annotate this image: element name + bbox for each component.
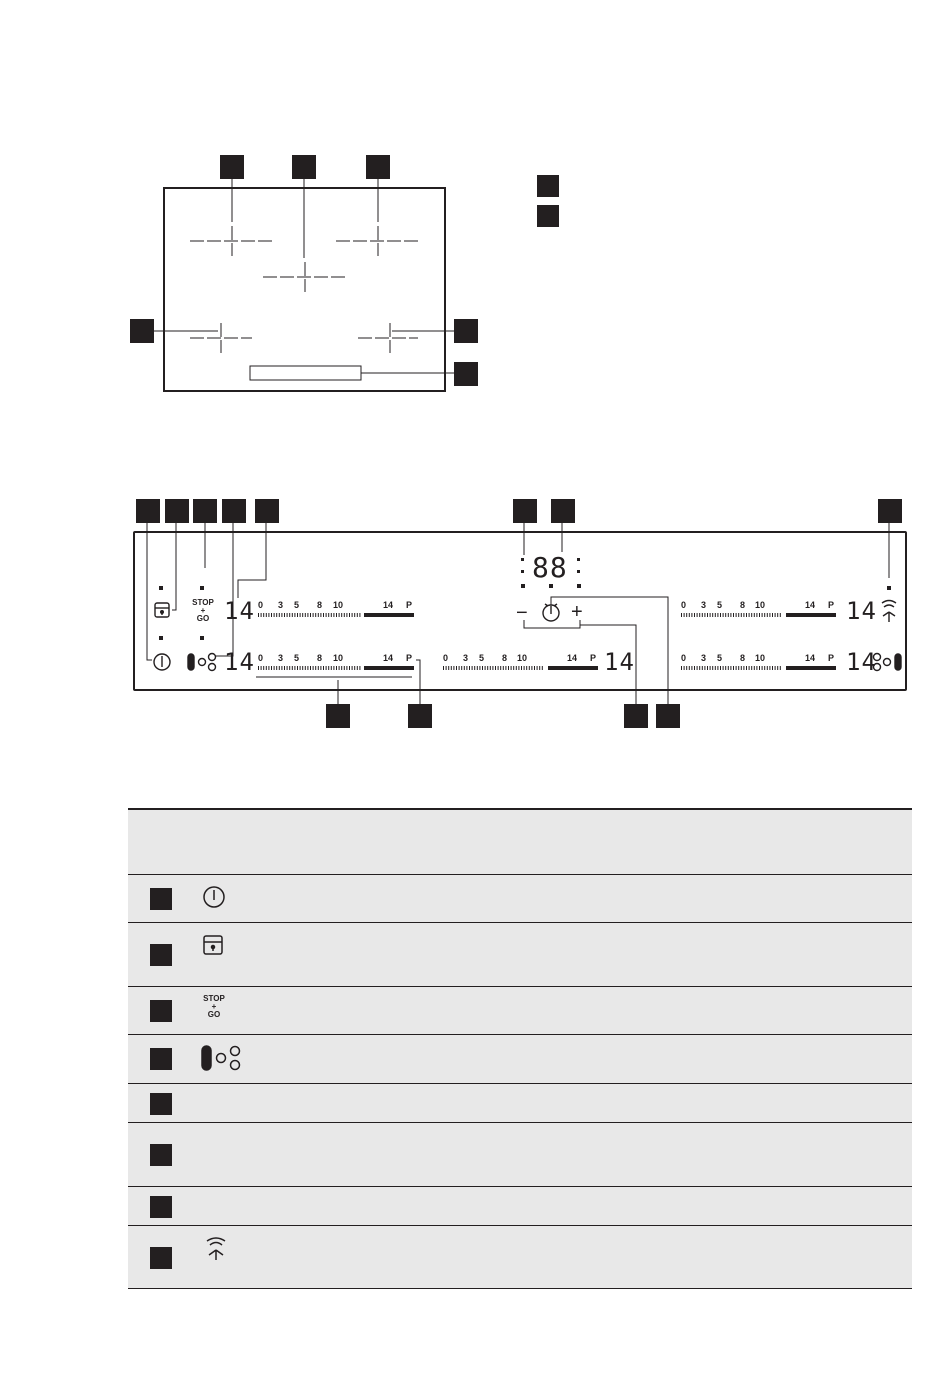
power-slider[interactable] [681, 653, 836, 673]
slider-tick [529, 666, 530, 670]
slider-tick [772, 613, 773, 617]
slider-track [443, 664, 598, 670]
slider-tick [738, 613, 739, 617]
slider-tick [310, 666, 311, 670]
slider-tick [767, 613, 768, 617]
slider-tick [762, 613, 763, 617]
slider-tick [513, 666, 514, 670]
scale-tick-label: 5 [294, 600, 300, 610]
slider-tick [702, 613, 703, 617]
slider-tick [258, 666, 259, 670]
slider-tick [300, 613, 301, 617]
slider-tick [315, 666, 316, 670]
slider-tick [710, 666, 711, 670]
slider-tick [323, 666, 324, 670]
slider-tick [699, 666, 700, 670]
slider-tick [341, 613, 342, 617]
timer-minus-button[interactable]: − [516, 602, 528, 624]
stop-text: STOP [203, 994, 225, 1003]
slider-tick [315, 613, 316, 617]
slider-tick [336, 613, 337, 617]
slider-tick [730, 666, 731, 670]
slider-tick [349, 666, 350, 670]
slider-bar [786, 613, 836, 617]
row-number-square [150, 888, 172, 910]
slider-tick [534, 666, 535, 670]
slider-tick [725, 666, 726, 670]
slider-tick [717, 666, 718, 670]
slider-tick [767, 666, 768, 670]
slider-track [681, 664, 836, 670]
slider-bar [548, 666, 598, 670]
go-text: GO [196, 614, 210, 623]
slider-tick [456, 666, 457, 670]
slider-tick [736, 613, 737, 617]
slider-tick [681, 666, 682, 670]
slider-tick [730, 613, 731, 617]
table-row [128, 1083, 912, 1122]
slider-tick [694, 613, 695, 617]
slider-tick [697, 613, 698, 617]
slider-bar [786, 666, 836, 670]
zone-display-left-front: 14 [224, 648, 255, 676]
slider-tick [469, 666, 470, 670]
row-number-square [150, 1000, 172, 1022]
slider-tick [498, 666, 499, 670]
slider-tick [526, 666, 527, 670]
scale-tick-label: 10 [755, 653, 766, 663]
slider-tick [313, 613, 314, 617]
table-row [128, 1225, 912, 1289]
slider-tick [738, 666, 739, 670]
slider-tick [490, 666, 491, 670]
table-row [128, 1034, 912, 1083]
slider-tick [472, 666, 473, 670]
power-slider[interactable] [258, 600, 414, 620]
slider-tick [281, 613, 282, 617]
slider-bar [364, 613, 414, 617]
scale-tick-label: 8 [317, 653, 323, 663]
slider-tick [346, 666, 347, 670]
slider-tick [261, 666, 262, 670]
slider-tick [459, 666, 460, 670]
scale-tick-label: P [590, 653, 597, 663]
scale-tick-label: 10 [333, 653, 344, 663]
scale-tick-label: 14 [567, 653, 578, 663]
slider-tick [769, 666, 770, 670]
slider-tick [712, 666, 713, 670]
slider-tick [686, 613, 687, 617]
slider-tick [710, 613, 711, 617]
slider-tick [699, 613, 700, 617]
slider-tick [521, 666, 522, 670]
slider-tick [725, 613, 726, 617]
slider-tick [777, 666, 778, 670]
slider-tick [331, 613, 332, 617]
scale-tick-label: 14 [805, 600, 816, 610]
timer-plus-button[interactable]: + [571, 601, 583, 623]
slider-tick [733, 613, 734, 617]
row-number-square [150, 1144, 172, 1166]
slider-tick [777, 613, 778, 617]
slider-tick [284, 613, 285, 617]
slider-tick [681, 613, 682, 617]
slider-tick [349, 613, 350, 617]
slider-tick [359, 666, 360, 670]
slider-tick [689, 666, 690, 670]
slider-tick [328, 613, 329, 617]
scale-tick-label: 8 [740, 653, 746, 663]
slider-tick [754, 666, 755, 670]
slider-tick [352, 613, 353, 617]
scale-tick-label: 10 [333, 600, 344, 610]
slider-tick [508, 666, 509, 670]
slider-tick [318, 613, 319, 617]
scale-tick-label: P [406, 600, 413, 610]
slider-tick [518, 666, 519, 670]
slider-tick [443, 666, 444, 670]
slider-tick [707, 613, 708, 617]
table-row [128, 986, 912, 1034]
slider-tick [474, 666, 475, 670]
slider-tick [691, 613, 692, 617]
slider-tick [707, 666, 708, 670]
power-slider[interactable] [443, 653, 598, 673]
slider-tick [503, 666, 504, 670]
scale-tick-label: 8 [502, 653, 508, 663]
slider-tick [307, 613, 308, 617]
zone-display-middle: 14 [604, 648, 635, 676]
slider-tick [720, 666, 721, 670]
slider-tick [717, 613, 718, 617]
power-slider[interactable] [681, 600, 836, 620]
slider-tick [715, 613, 716, 617]
slider-tick [466, 666, 467, 670]
slider-tick [485, 666, 486, 670]
slider-tick [511, 666, 512, 670]
slider-tick [276, 666, 277, 670]
slider-tick [300, 666, 301, 670]
slider-tick [279, 613, 280, 617]
slider-tick [336, 666, 337, 670]
slider-tick [723, 613, 724, 617]
slider-tick [531, 666, 532, 670]
slider-tick [453, 666, 454, 670]
slider-tick [704, 613, 705, 617]
slider-tick [495, 666, 496, 670]
slider-tick [268, 666, 269, 670]
slider-tick [357, 613, 358, 617]
slider-tick [712, 613, 713, 617]
slider-tick [258, 613, 259, 617]
slider-tick [464, 666, 465, 670]
table-row [128, 1186, 912, 1225]
slider-tick [287, 613, 288, 617]
stop-text: STOP [192, 598, 214, 607]
slider-tick [294, 613, 295, 617]
slider-tick [354, 666, 355, 670]
zone-display-right-back: 14 [846, 597, 877, 625]
slider-tick [723, 666, 724, 670]
slider-tick [691, 666, 692, 670]
lock-icon[interactable] [155, 603, 169, 617]
slider-tick [479, 666, 480, 670]
slider-tick [346, 613, 347, 617]
scale-tick-label: 8 [740, 600, 746, 610]
slider-tick [780, 613, 781, 617]
slider-tick [320, 666, 321, 670]
slider-tick [341, 666, 342, 670]
plus-text: + [211, 1002, 217, 1011]
slider-tick [728, 613, 729, 617]
go-text: GO [207, 1010, 221, 1019]
slider-tick [686, 666, 687, 670]
slider-tick [271, 613, 272, 617]
zone-display-left-back: 14 [224, 597, 255, 625]
lock-icon [202, 934, 226, 958]
slider-tick [524, 666, 525, 670]
scale-tick-label: 14 [805, 653, 816, 663]
slider-tick [339, 613, 340, 617]
slider-tick [326, 666, 327, 670]
scale-tick-label: 14 [383, 600, 394, 610]
slider-track [681, 611, 836, 617]
slider-tick [359, 613, 360, 617]
slider-tick [287, 666, 288, 670]
stop-go-icon [198, 995, 230, 1019]
slider-tick [482, 666, 483, 670]
slider-tick [323, 613, 324, 617]
slider-tick [741, 666, 742, 670]
slider-tick [772, 666, 773, 670]
slider-tick [448, 666, 449, 670]
row-number-square [150, 1247, 172, 1269]
slider-tick [328, 666, 329, 670]
scale-tick-label: 0 [443, 653, 449, 663]
slider-tick [749, 666, 750, 670]
scale-tick-label: 3 [278, 600, 284, 610]
slider-tick [326, 613, 327, 617]
slider-tick [344, 666, 345, 670]
slider-tick [720, 613, 721, 617]
slider-tick [263, 613, 264, 617]
hob-hood-icon [204, 1236, 228, 1262]
table-row [128, 874, 912, 922]
scale-tick-label: 10 [517, 653, 528, 663]
scale-tick-label: 0 [258, 653, 264, 663]
slider-tick [505, 666, 506, 670]
slider-tick [743, 666, 744, 670]
scale-tick-label: 3 [463, 653, 469, 663]
slider-tick [516, 666, 517, 670]
row-number-square [150, 1093, 172, 1115]
zone-display-right-front: 14 [846, 648, 877, 676]
slider-tick [751, 613, 752, 617]
slider-tick [307, 666, 308, 670]
bridge-icon[interactable] [188, 654, 216, 671]
slider-tick [333, 666, 334, 670]
slider-tick [451, 666, 452, 670]
slider-tick [352, 666, 353, 670]
slider-tick [764, 666, 765, 670]
slider-tick [333, 613, 334, 617]
slider-tick [756, 613, 757, 617]
slider-tick [697, 666, 698, 670]
slider-tick [743, 613, 744, 617]
slider-tick [274, 666, 275, 670]
row-number-square [150, 944, 172, 966]
scale-tick-label: 0 [681, 653, 687, 663]
slider-tick [331, 666, 332, 670]
slider-tick [741, 613, 742, 617]
slider-track [258, 611, 414, 617]
slider-tick [289, 613, 290, 617]
slider-tick [746, 613, 747, 617]
slider-tick [684, 666, 685, 670]
slider-tick [302, 613, 303, 617]
slider-tick [446, 666, 447, 670]
slider-tick [263, 666, 264, 670]
slider-tick [294, 666, 295, 670]
slider-tick [542, 666, 543, 670]
slider-tick [461, 666, 462, 670]
slider-tick [704, 666, 705, 670]
slider-tick [281, 666, 282, 670]
slider-tick [487, 666, 488, 670]
slider-tick [477, 666, 478, 670]
slider-tick [759, 666, 760, 670]
table-row [128, 1122, 912, 1186]
row-number-square [150, 1048, 172, 1070]
slider-tick [694, 666, 695, 670]
row-number-square [150, 1196, 172, 1218]
slider-tick [297, 613, 298, 617]
slider-tick [310, 613, 311, 617]
bridge-icon[interactable] [874, 654, 902, 671]
slider-tick [689, 613, 690, 617]
slider-tick [736, 666, 737, 670]
timer-display: 88 [532, 551, 568, 584]
slider-tick [539, 666, 540, 670]
slider-tick [320, 613, 321, 617]
slider-tick [733, 666, 734, 670]
slider-tick [268, 613, 269, 617]
slider-tick [769, 613, 770, 617]
scale-tick-label: 5 [717, 600, 723, 610]
scale-tick-label: 3 [701, 653, 707, 663]
scale-tick-label: 5 [717, 653, 723, 663]
scale-tick-label: 3 [278, 653, 284, 663]
slider-tick [764, 613, 765, 617]
scale-tick-label: P [406, 653, 413, 663]
slider-tick [492, 666, 493, 670]
slider-tick [274, 613, 275, 617]
slider-tick [292, 613, 293, 617]
slider-tick [749, 613, 750, 617]
slider-tick [339, 666, 340, 670]
slider-tick [754, 613, 755, 617]
slider-tick [289, 666, 290, 670]
slider-tick [344, 613, 345, 617]
slider-tick [775, 613, 776, 617]
slider-tick [728, 666, 729, 670]
scale-tick-label: 3 [701, 600, 707, 610]
power-slider[interactable] [258, 653, 414, 673]
slider-tick [318, 666, 319, 670]
slider-track [258, 664, 414, 670]
scale-tick-label: 5 [479, 653, 485, 663]
slider-tick [537, 666, 538, 670]
table-header [128, 808, 912, 874]
scale-tick-label: 0 [258, 600, 264, 610]
slider-tick [276, 613, 277, 617]
slider-tick [751, 666, 752, 670]
timer-icon[interactable] [543, 604, 559, 621]
slider-tick [297, 666, 298, 670]
slider-tick [775, 666, 776, 670]
slider-tick [284, 666, 285, 670]
slider-tick [313, 666, 314, 670]
table-row [128, 922, 912, 986]
slider-tick [762, 666, 763, 670]
scale-tick-label: 0 [681, 600, 687, 610]
slider-tick [746, 666, 747, 670]
slider-tick [500, 666, 501, 670]
slider-tick [354, 613, 355, 617]
plus-text: + [200, 606, 206, 615]
slider-tick [302, 666, 303, 670]
slider-tick [702, 666, 703, 670]
control-panel-table [128, 808, 912, 1289]
power-icon[interactable] [154, 654, 170, 670]
slider-tick [305, 666, 306, 670]
slider-tick [715, 666, 716, 670]
slider-bar [364, 666, 414, 670]
slider-tick [756, 666, 757, 670]
slider-tick [292, 666, 293, 670]
scale-tick-label: 10 [755, 600, 766, 610]
bridge-icon [200, 1044, 244, 1074]
slider-tick [271, 666, 272, 670]
scale-tick-label: 14 [383, 653, 394, 663]
stop-go-label[interactable] [188, 599, 218, 623]
scale-tick-label: 8 [317, 600, 323, 610]
scale-tick-label: P [828, 653, 835, 663]
slider-tick [266, 613, 267, 617]
slider-tick [305, 613, 306, 617]
slider-tick [279, 666, 280, 670]
slider-tick [780, 666, 781, 670]
slider-tick [266, 666, 267, 670]
slider-tick [759, 613, 760, 617]
scale-tick-label: 5 [294, 653, 300, 663]
slider-tick [684, 613, 685, 617]
hob-hood-icon[interactable] [882, 601, 896, 623]
scale-tick-label: P [828, 600, 835, 610]
slider-tick [261, 613, 262, 617]
power-icon [202, 885, 228, 911]
slider-tick [357, 666, 358, 670]
